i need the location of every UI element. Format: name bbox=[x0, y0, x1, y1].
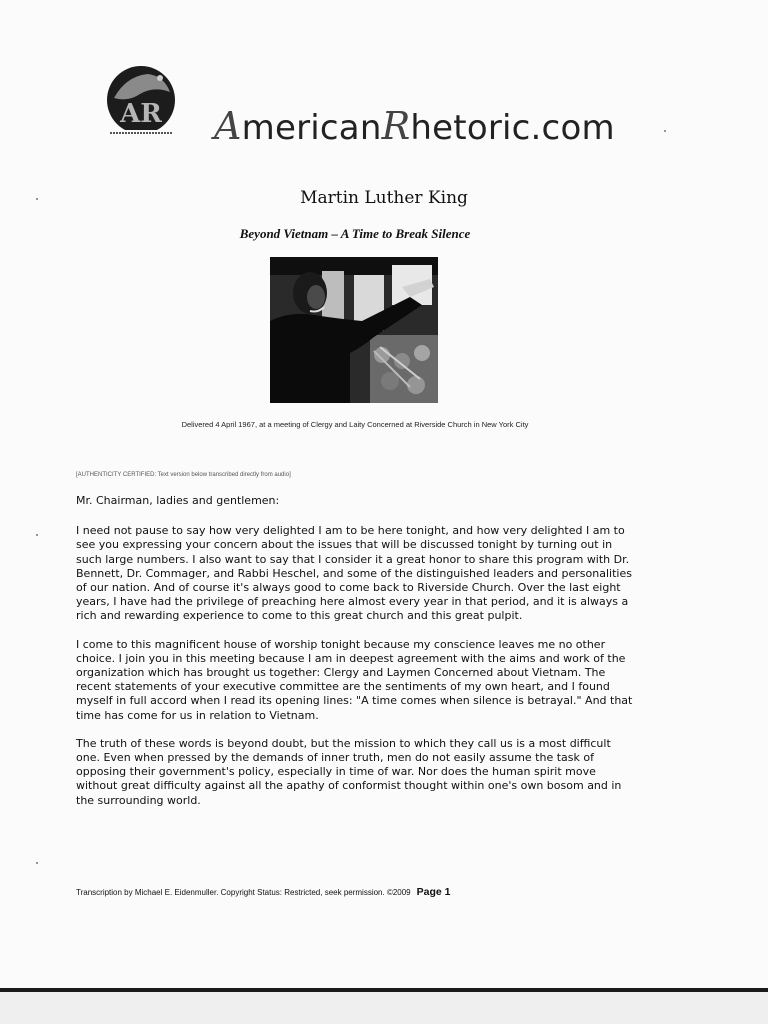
page-number: Page 1 bbox=[416, 886, 451, 898]
site-title-part-one: merican bbox=[241, 108, 382, 148]
speaker-photo-icon bbox=[270, 257, 438, 403]
authenticity-note: [AUTHENTICITY CERTIFIED: Text version below transcribed directly from audio] bbox=[76, 472, 291, 478]
paragraph-3: The truth of these words is beyond doubt, but the mission to which they call us is a most difficult one. Even when pressed by the demands of inner truth, men do not easily assume the task of opposing their government's policy, especially in time of war. Nor does the human spirit move without great difficulty against all the apathy of conformist thought within one's own bosom and in the surrounding world. bbox=[76, 736, 622, 807]
logo-letters: AR bbox=[120, 99, 162, 129]
scan-speck bbox=[36, 534, 38, 536]
speech-body bbox=[76, 494, 636, 822]
page-footer bbox=[76, 886, 451, 898]
paragraph-2: I come to this magnificent house of worship tonight because my conscience leaves me no other choice. I join you in this meeting because I am in deepest agreement with the aims and work of the organization which has brought us together: Clergy and Laymen Concerned about Vietnam. The recent statements of your executive committee are the sentiments of my own heart, and I found myself in full accord when I read its opening lines: "A time comes when silence is betrayal." And that time has come for us in relation to Vietnam. bbox=[76, 637, 633, 722]
scan-speck bbox=[36, 862, 38, 864]
transcription-credit: Transcription by Michael E. Eidenmuller. Copyright Status: Restricted, seek permission. ©2009 bbox=[76, 888, 411, 897]
site-title-cap-a: A bbox=[214, 104, 242, 148]
speech-title: Beyond Vietnam – A Time to Break Silence bbox=[239, 226, 471, 241]
delivery-caption: Delivered 4 April 1967, at a meeting of Clergy and Laity Concerned at Riverside Church in New York City bbox=[181, 420, 529, 429]
speaker-name: Martin Luther King bbox=[300, 188, 468, 208]
site-title-cap-r: R bbox=[381, 104, 411, 148]
scan-background bbox=[0, 992, 768, 1024]
site-title-part-two: hetoric.com bbox=[410, 108, 615, 148]
scan-speck bbox=[664, 130, 666, 132]
site-title bbox=[214, 104, 615, 148]
paragraph-1: I need not pause to say how very delighted I am to be here tonight, and how very delighted I am to see you expressing your concern about the issues that will be discussed tonight by turning out in such large numbers. I also want to say that I consider it a great honor to share this program with Dr. Bennett, Dr. Commager, and Rabbi Heschel, and some of the distinguished leaders and personalities of our nation. And of course it's always good to come back to Riverside Church. Over the last eight years, I have had the privilege of preaching here almost every year in that period, and it is always a rich and rewarding experience to come to this great church and this great pulpit. bbox=[76, 524, 632, 623]
scan-speck bbox=[36, 198, 38, 200]
salutation: Mr. Chairman, ladies and gentlemen: bbox=[76, 494, 280, 507]
american-rhetoric-logo-icon bbox=[104, 64, 178, 140]
